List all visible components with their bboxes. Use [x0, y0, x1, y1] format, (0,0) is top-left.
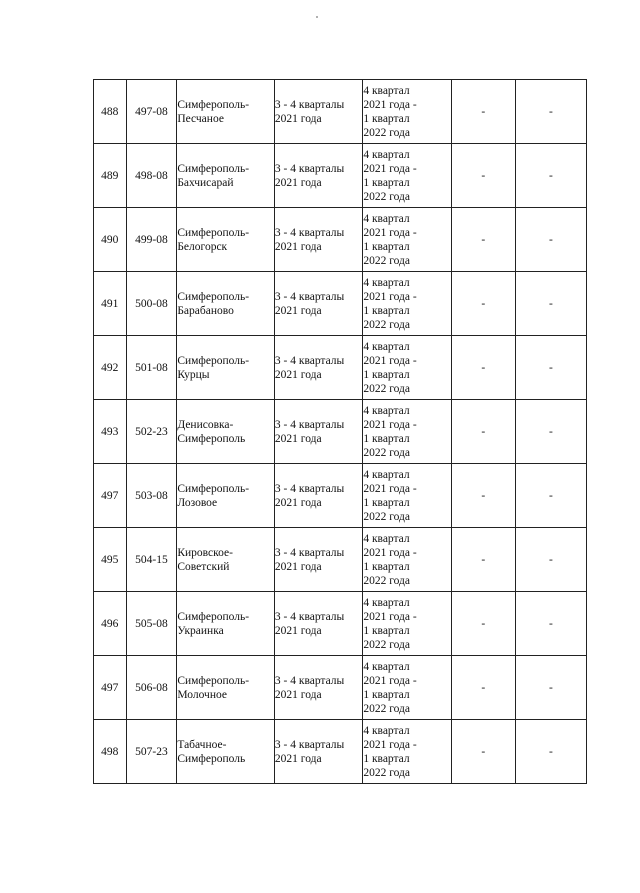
term — [363, 592, 451, 656]
route-name — [177, 656, 275, 720]
route-name-line: Украинка — [177, 624, 224, 637]
period-line: 2021 года — [274, 624, 322, 637]
route-name-line: Лозовое — [177, 496, 218, 509]
value-cell-6: - — [451, 464, 515, 528]
route-code: 500-08 — [126, 272, 177, 336]
route-code: 501-08 — [126, 336, 177, 400]
term-line: 2021 года - — [363, 610, 417, 623]
route-code: 504-15 — [126, 528, 177, 592]
route-name — [177, 720, 275, 784]
term — [363, 400, 451, 464]
term — [363, 720, 451, 784]
term-line: 1 квартал — [363, 112, 410, 125]
term-line: 4 квартал — [363, 276, 410, 289]
value-cell-6: - — [451, 720, 515, 784]
value-cell-6: - — [451, 208, 515, 272]
term-line: 2021 года - — [363, 226, 417, 239]
term — [363, 144, 451, 208]
term — [363, 208, 451, 272]
term-line: 4 квартал — [363, 724, 410, 737]
table-row — [94, 272, 587, 336]
route-name-line: Симферополь- — [177, 98, 250, 111]
value-cell-6: - — [451, 272, 515, 336]
period-line: 3 - 4 кварталы — [274, 226, 345, 239]
route-name-line: Симферополь- — [177, 290, 250, 303]
value-cell-7: - — [515, 272, 586, 336]
period-line: 3 - 4 кварталы — [274, 354, 345, 367]
route-name-line: Табачное- — [177, 738, 227, 751]
row-number: 496 — [94, 592, 127, 656]
period-line: 2021 года — [274, 752, 322, 765]
value-cell-6: - — [451, 656, 515, 720]
term — [363, 656, 451, 720]
period — [274, 400, 362, 464]
term-line: 2021 года - — [363, 354, 417, 367]
term-line: 2021 года - — [363, 482, 417, 495]
term — [363, 272, 451, 336]
route-name — [177, 464, 275, 528]
route-name — [177, 592, 275, 656]
term — [363, 80, 451, 144]
period-line: 3 - 4 кварталы — [274, 482, 345, 495]
term-line: 2022 года — [363, 126, 411, 139]
period-line: 2021 года — [274, 240, 322, 253]
term-line: 1 квартал — [363, 496, 410, 509]
term-line: 2021 года - — [363, 674, 417, 687]
period-line: 3 - 4 кварталы — [274, 418, 345, 431]
term-line: 2022 года — [363, 766, 411, 779]
table-row — [94, 80, 587, 144]
term-line: 4 квартал — [363, 404, 410, 417]
period — [274, 592, 362, 656]
row-number: 492 — [94, 336, 127, 400]
period — [274, 656, 362, 720]
term-line: 1 квартал — [363, 688, 410, 701]
route-name — [177, 528, 275, 592]
term-line: 4 квартал — [363, 148, 410, 161]
period — [274, 464, 362, 528]
term — [363, 464, 451, 528]
route-name-line: Симферополь- — [177, 610, 250, 623]
route-name-line: Симферополь- — [177, 674, 250, 687]
term — [363, 528, 451, 592]
route-code: 503-08 — [126, 464, 177, 528]
value-cell-7: - — [515, 208, 586, 272]
term-line: 1 квартал — [363, 560, 410, 573]
period-line: 2021 года — [274, 304, 322, 317]
route-code: 499-08 — [126, 208, 177, 272]
route-name-line: Симферополь- — [177, 354, 250, 367]
value-cell-6: - — [451, 592, 515, 656]
value-cell-6: - — [451, 528, 515, 592]
table-row — [94, 400, 587, 464]
row-number: 493 — [94, 400, 127, 464]
term-line: 1 квартал — [363, 176, 410, 189]
route-code: 506-08 — [126, 656, 177, 720]
period — [274, 144, 362, 208]
period-line: 3 - 4 кварталы — [274, 610, 345, 623]
route-name-line: Советский — [177, 560, 230, 573]
table-row — [94, 144, 587, 208]
value-cell-6: - — [451, 80, 515, 144]
term-line: 4 квартал — [363, 212, 410, 225]
routes-table — [93, 79, 587, 784]
period-line: 3 - 4 кварталы — [274, 546, 345, 559]
route-code: 505-08 — [126, 592, 177, 656]
table-row — [94, 592, 587, 656]
term-line: 2022 года — [363, 638, 411, 651]
value-cell-6: - — [451, 144, 515, 208]
value-cell-7: - — [515, 592, 586, 656]
row-number: 495 — [94, 528, 127, 592]
table-row — [94, 720, 587, 784]
term-line: 1 квартал — [363, 240, 410, 253]
term-line: 4 квартал — [363, 596, 410, 609]
period-line: 3 - 4 кварталы — [274, 738, 345, 751]
period — [274, 336, 362, 400]
term-line: 4 квартал — [363, 340, 410, 353]
row-number: 498 — [94, 720, 127, 784]
value-cell-7: - — [515, 400, 586, 464]
period-line: 3 - 4 кварталы — [274, 290, 345, 303]
route-name-line: Симферополь- — [177, 482, 250, 495]
value-cell-7: - — [515, 528, 586, 592]
route-name — [177, 272, 275, 336]
term-line: 4 квартал — [363, 84, 410, 97]
route-name — [177, 80, 275, 144]
term-line: 1 квартал — [363, 752, 410, 765]
term-line: 2022 года — [363, 382, 411, 395]
term-line: 2022 года — [363, 318, 411, 331]
route-code: 502-23 — [126, 400, 177, 464]
term-line: 2022 года — [363, 574, 411, 587]
row-number: 497 — [94, 464, 127, 528]
period-line: 2021 года — [274, 560, 322, 573]
route-name-line: Симферополь — [177, 752, 246, 765]
value-cell-7: - — [515, 720, 586, 784]
row-number: 497 — [94, 656, 127, 720]
value-cell-7: - — [515, 656, 586, 720]
term-line: 1 квартал — [363, 368, 410, 381]
value-cell-7: - — [515, 464, 586, 528]
table-row — [94, 656, 587, 720]
table-row — [94, 208, 587, 272]
route-code: 498-08 — [126, 144, 177, 208]
term-line: 2022 года — [363, 702, 411, 715]
period — [274, 720, 362, 784]
route-name-line: Молочное — [177, 688, 227, 701]
value-cell-7: - — [515, 336, 586, 400]
period — [274, 528, 362, 592]
term-line: 1 квартал — [363, 304, 410, 317]
table-row — [94, 528, 587, 592]
route-name-line: Симферополь — [177, 432, 246, 445]
period-line: 2021 года — [274, 176, 322, 189]
route-name-line: Курцы — [177, 368, 210, 381]
route-name-line: Симферополь- — [177, 226, 250, 239]
term-line: 2022 года — [363, 446, 411, 459]
term-line: 1 квартал — [363, 624, 410, 637]
term-line: 2021 года - — [363, 546, 417, 559]
table-row — [94, 336, 587, 400]
term-line: 2022 года — [363, 190, 411, 203]
page-top-mark — [316, 16, 318, 18]
route-name-line: Песчаное — [177, 112, 224, 125]
route-name — [177, 400, 275, 464]
row-number: 489 — [94, 144, 127, 208]
period-line: 3 - 4 кварталы — [274, 162, 345, 175]
row-number: 490 — [94, 208, 127, 272]
route-name — [177, 208, 275, 272]
routes-table-body — [94, 80, 587, 784]
route-name-line: Симферополь- — [177, 162, 250, 175]
period — [274, 80, 362, 144]
route-code: 497-08 — [126, 80, 177, 144]
period-line: 3 - 4 кварталы — [274, 674, 345, 687]
term-line: 2021 года - — [363, 162, 417, 175]
route-name — [177, 144, 275, 208]
term-line: 1 квартал — [363, 432, 410, 445]
route-name-line: Кировское- — [177, 546, 233, 559]
term-line: 2021 года - — [363, 290, 417, 303]
term-line: 2022 года — [363, 510, 411, 523]
term-line: 4 квартал — [363, 532, 410, 545]
row-number: 491 — [94, 272, 127, 336]
period — [274, 208, 362, 272]
route-code: 507-23 — [126, 720, 177, 784]
period — [274, 272, 362, 336]
term-line: 2021 года - — [363, 738, 417, 751]
route-name-line: Барабаново — [177, 304, 234, 317]
period-line: 2021 года — [274, 688, 322, 701]
term-line: 4 квартал — [363, 660, 410, 673]
route-name — [177, 336, 275, 400]
value-cell-7: - — [515, 144, 586, 208]
table-row — [94, 464, 587, 528]
route-name-line: Белогорск — [177, 240, 228, 253]
row-number: 488 — [94, 80, 127, 144]
period-line: 2021 года — [274, 432, 322, 445]
period-line: 2021 года — [274, 368, 322, 381]
term — [363, 336, 451, 400]
term-line: 2021 года - — [363, 418, 417, 431]
value-cell-7: - — [515, 80, 586, 144]
term-line: 2021 года - — [363, 98, 417, 111]
route-name-line: Денисовка- — [177, 418, 234, 431]
term-line: 4 квартал — [363, 468, 410, 481]
period-line: 3 - 4 кварталы — [274, 98, 345, 111]
value-cell-6: - — [451, 336, 515, 400]
period-line: 2021 года — [274, 112, 322, 125]
period-line: 2021 года — [274, 496, 322, 509]
term-line: 2022 года — [363, 254, 411, 267]
value-cell-6: - — [451, 400, 515, 464]
route-name-line: Бахчисарай — [177, 176, 234, 189]
